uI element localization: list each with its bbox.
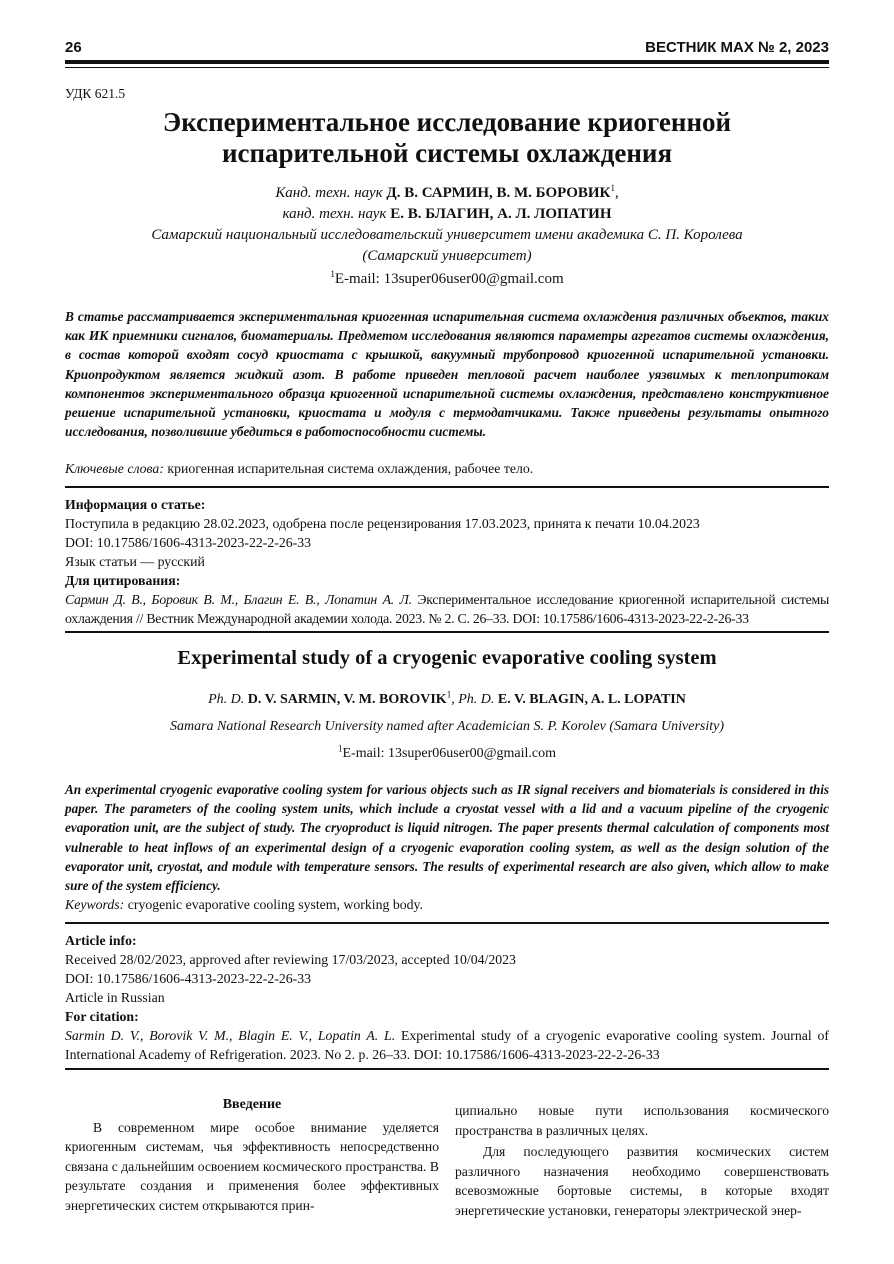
email-en [65, 743, 829, 764]
divider [65, 486, 829, 488]
citation [65, 590, 829, 628]
info-label: Информация о статье: [65, 497, 206, 512]
keywords-ru [65, 459, 829, 478]
citation-text: Экспериментальное исследование криогенной испарительной системы охлаждения // Вестник Международной академии холода. 2023. № 2. С. 26–33. DOI: 10.17586/1606-4313-2023-22-2-26-33 [65, 592, 829, 626]
author-sep: , [451, 692, 455, 707]
keywords-text: криогенная испарительная система охлаждения, рабочее тело. [163, 461, 534, 476]
header-rule [65, 60, 829, 64]
email-text[interactable]: E-mail: 13super06user00@gmail.com [342, 746, 556, 761]
language: Article in Russian [65, 990, 165, 1005]
authors-ru [65, 183, 829, 290]
title-ru [65, 107, 829, 169]
title-ru-line2: испарительной системы охлаждения [221, 138, 673, 168]
divider [65, 1068, 829, 1070]
authors-en-line [65, 689, 829, 710]
citation-label: Для цитирования: [65, 573, 181, 588]
author-degree: Ph. D. [208, 692, 245, 707]
paragraph: В современном мире особое внимание уделяется криогенным системам, чья эффективность непосредственно связана с дальнейшим освоением космического пространства. В результате создания и применения более эффективных энергетических систем открываются прин- [65, 1119, 439, 1213]
received: Received 28/02/2023, approved after reviewing 17/03/2023, accepted 10/04/2023 [65, 952, 516, 967]
section-heading: Введение [222, 1097, 282, 1112]
citation-label: For citation: [65, 1009, 139, 1024]
author-sep: , [614, 185, 619, 201]
citation [65, 1026, 829, 1064]
divider [65, 922, 829, 924]
affiliation-en: Samara National Research University named after Academician S. P. Korolev (Samara University) [169, 719, 725, 734]
keywords-en [65, 895, 829, 914]
keywords-label: Ключевые слова: [65, 461, 164, 476]
udk: УДК 621.5 [65, 86, 126, 101]
author-sup: 1 [610, 183, 615, 193]
journal-header: ВЕСТНИК МАХ № 2, 2023 [645, 39, 829, 56]
affiliation-ru-line2: (Самарский университет) [362, 248, 532, 264]
paragraph: ципиально новые пути использования космического пространства в различных целях. [455, 1103, 829, 1138]
email-ru [65, 269, 829, 290]
author-sup: 1 [446, 689, 452, 700]
citation-text: Experimental study of a cryogenic evaporative cooling system. Journal of International Academy of Refrigeration. 2023. No 2. p. 26–33. DOI: 10.17586/1606-4313-2023-22-2-26-33 [65, 1028, 830, 1062]
keywords-label: Keywords: [65, 897, 125, 912]
email-sup: 1 [330, 269, 335, 279]
authors-ru-line2 [65, 204, 829, 225]
doi[interactable]: DOI: 10.17586/1606-4313-2023-22-2-26-33 [65, 971, 312, 986]
author-names: D. V. SARMIN, V. M. BOROVIK [247, 692, 447, 707]
title-ru-line1: Экспериментальное исследование криогенной [162, 107, 732, 137]
column-right [455, 1101, 829, 1221]
email-text[interactable]: E-mail: 13super06user00@gmail.com [334, 271, 564, 287]
divider [65, 631, 829, 633]
author-degree: Ph. D. [458, 692, 495, 707]
author-degree: Канд. техн. наук [275, 185, 383, 201]
info-label: Article info: [65, 933, 137, 948]
citation-authors: Сармин Д. В., Боровик В. М., Благин Е. В., Лопатин А. Л. [65, 592, 412, 607]
received: Поступила в редакцию 28.02.2023, одобрена после рецензирования 17.03.2023, принята к печати 10.04.2023 [65, 516, 700, 531]
author-degree: канд. техн. наук [282, 206, 387, 222]
authors-en [65, 689, 829, 764]
title-en: Experimental study of a cryogenic evaporative cooling system [177, 647, 717, 669]
citation-authors: Sarmin D. V., Borovik V. M., Blagin E. V., Lopatin A. L. [65, 1028, 396, 1043]
author-names: Д. В. САРМИН, В. М. БОРОВИК [386, 185, 611, 201]
abstract-ru: В статье рассматривается экспериментальная криогенная испарительная система охлаждения различных объектов, таких как ИК приемники сигналов, биоматериалы. Предметом исследования являются параметры агрегатов системы охлаждения, в состав которой входят сосуд криостата с крышкой, вакуумный трубопровод криогенной испарительной установки. Криопродуктом является жидкий азот. В работе приведен тепловой расчет наиболее уязвимых к теплопритокам компонентов экспериментального образца криогенной испарительной системы охлаждения, представлено конструктивное решение испарительной установки, криостата и модуля с термодатчиками. Также приведены результаты опытного исследования, позволившие убедиться в работоспособности системы. [65, 309, 829, 440]
author-names: E. V. BLAGIN, A. L. LOPATIN [497, 692, 686, 707]
email-sup: 1 [337, 743, 343, 754]
author-names: Е. В. БЛАГИН, А. Л. ЛОПАТИН [390, 206, 612, 222]
language: Язык статьи — русский [65, 554, 205, 569]
header-rule-thin [65, 67, 829, 68]
article-info-ru [65, 495, 829, 628]
paragraph: Для последующего развития космических систем различного назначения необходимо совершенствовать всевозможные бортовые системы, в которые входят энергетические установки, генераторы электрической энер- [455, 1144, 829, 1218]
page-number: 26 [65, 39, 82, 56]
authors-ru-line1 [65, 183, 829, 204]
doi[interactable]: DOI: 10.17586/1606-4313-2023-22-2-26-33 [65, 535, 312, 550]
column-left [65, 1095, 439, 1216]
affiliation-ru-line1: Самарский национальный исследовательский университет имени академика С. П. Королева [151, 227, 743, 243]
abstract-en: An experimental cryogenic evaporative cooling system for various objects such as IR signal receivers and biomaterials is considered in this paper. The parameters of the cooling system units, which include a cryostat vessel with a lid and a vacuum pipeline of the cryogenic evaporation unit, are the subject of study. The cryoproduct is liquid nitrogen. The paper presents thermal calculation of components most vulnerable to heat inflows of an experimental design of a cryogenic evaporation cooling system, as well as the design solution of the evaporator unit, cryostat, and module with temperature sensors. The results of experimental research are also given, which allow to make sure of the system efficiency. [65, 782, 829, 894]
keywords-text: cryogenic evaporative cooling system, working body. [124, 897, 424, 912]
article-info-en [65, 931, 829, 1064]
